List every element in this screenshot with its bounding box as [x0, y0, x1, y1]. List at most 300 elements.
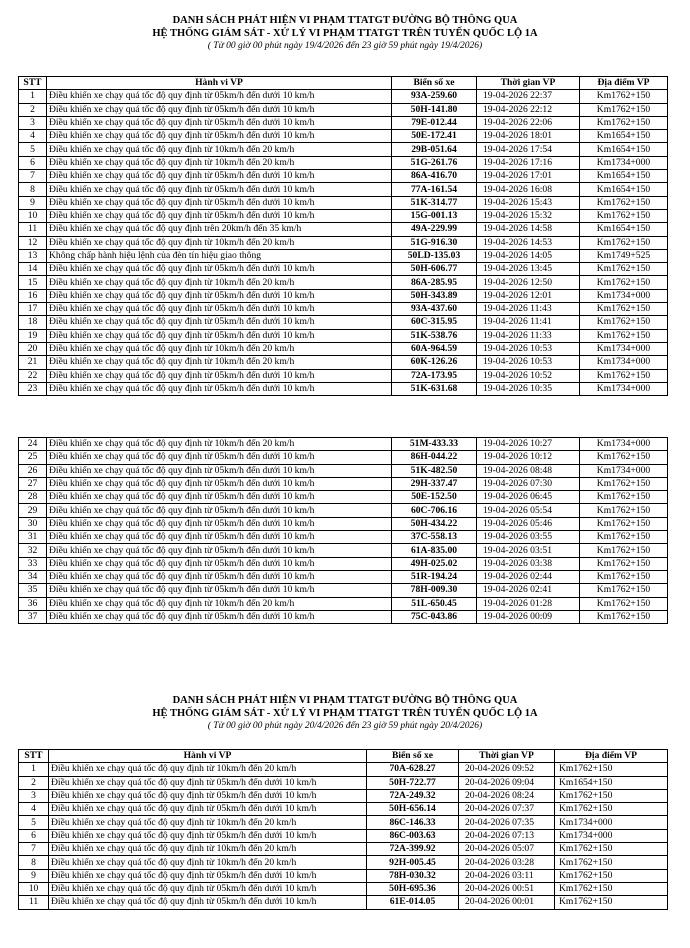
- stt-cell: 21: [19, 356, 47, 369]
- stt-cell: 16: [19, 289, 47, 302]
- plate-cell: 50E-172.41: [392, 130, 477, 143]
- stt-cell: 19: [19, 329, 47, 342]
- location-cell: Km1749+525: [580, 249, 668, 262]
- table-row: [19, 869, 668, 882]
- time-cell: 19-04-2026 03:51: [477, 544, 580, 557]
- time-cell: 19-04-2026 10:52: [477, 369, 580, 382]
- time-cell: 20-04-2026 05:07: [459, 843, 555, 856]
- section2-subtitle: ( Từ 00 giờ 00 phút ngày 20/4/2026 đến 23 giờ 59 phút ngày 20/4/2026): [207, 721, 483, 731]
- violation-cell: Điều khiển xe chạy quá tốc độ quy định từ 10km/h đến 20 km/h: [49, 763, 367, 776]
- location-cell: Km1762+150: [580, 597, 668, 610]
- plate-cell: 72A-173.95: [392, 369, 477, 382]
- violation-cell: Điều khiển xe chạy quá tốc độ quy định từ 05km/h đến dưới 10 km/h: [47, 610, 392, 623]
- time-cell: 19-04-2026 22:12: [477, 103, 580, 116]
- violation-cell: Điều khiển xe chạy quá tốc độ quy định từ 05km/h đến dưới 10 km/h: [47, 570, 392, 583]
- stt-cell: 2: [19, 103, 47, 116]
- stt-cell: 35: [19, 584, 47, 597]
- plate-cell: 50H-434.22: [392, 517, 477, 530]
- time-cell: 20-04-2026 07:35: [459, 816, 555, 829]
- stt-cell: 32: [19, 544, 47, 557]
- table-row: [19, 103, 668, 116]
- table-row: [19, 531, 668, 544]
- plate-cell: 51L-650.45: [392, 597, 477, 610]
- stt-cell: 31: [19, 531, 47, 544]
- violation-cell: Điều khiển xe chạy quá tốc độ quy định từ 05km/h đến dưới 10 km/h: [47, 477, 392, 490]
- violation-cell: Điều khiển xe chạy quá tốc độ quy định từ 05km/h đến dưới 10 km/h: [49, 776, 367, 789]
- table-row: [19, 356, 668, 369]
- stt-cell: 1: [19, 763, 49, 776]
- time-cell: 19-04-2026 17:16: [477, 156, 580, 169]
- plate-cell: 86C-003.63: [367, 829, 459, 842]
- table-row: [19, 289, 668, 302]
- plate-cell: 51K-538.76: [392, 329, 477, 342]
- table-row: [19, 451, 668, 464]
- plate-cell: 86A-285.95: [392, 276, 477, 289]
- stt-cell: 8: [19, 183, 47, 196]
- location-cell: Km1762+150: [555, 789, 668, 802]
- time-cell: 20-04-2026 00:51: [459, 882, 555, 895]
- column-header: Thời gian VP: [477, 77, 580, 90]
- table-row: [19, 843, 668, 856]
- table-row: [19, 236, 668, 249]
- time-cell: 19-04-2026 11:43: [477, 303, 580, 316]
- location-cell: Km1762+150: [555, 896, 668, 909]
- stt-cell: 5: [19, 816, 49, 829]
- table-row: [19, 130, 668, 143]
- plate-cell: 50H-656.14: [367, 803, 459, 816]
- time-cell: 20-04-2026 07:37: [459, 803, 555, 816]
- violation-cell: Điều khiển xe chạy quá tốc độ quy định từ 05km/h đến dưới 10 km/h: [49, 869, 367, 882]
- plate-cell: 92H-005.45: [367, 856, 459, 869]
- violation-cell: Điều khiển xe chạy quá tốc độ quy định từ 10km/h đến 20 km/h: [47, 276, 392, 289]
- location-cell: Km1654+150: [580, 143, 668, 156]
- plate-cell: 29H-337.47: [392, 477, 477, 490]
- table-row: [19, 856, 668, 869]
- violation-cell: Điều khiển xe chạy quá tốc độ quy định từ 05km/h đến dưới 10 km/h: [49, 789, 367, 802]
- plate-cell: 72A-399.92: [367, 843, 459, 856]
- time-cell: 19-04-2026 14:53: [477, 236, 580, 249]
- time-cell: 19-04-2026 17:54: [477, 143, 580, 156]
- table-row: [19, 491, 668, 504]
- table-row: [19, 610, 668, 623]
- table-row: [19, 570, 668, 583]
- table-row: [19, 116, 668, 129]
- stt-cell: 9: [19, 196, 47, 209]
- location-cell: Km1762+150: [580, 477, 668, 490]
- violation-cell: Điều khiển xe chạy quá tốc độ quy định từ 05km/h đến dưới 10 km/h: [49, 882, 367, 895]
- violation-cell: Điều khiển xe chạy quá tốc độ quy định từ 05km/h đến dưới 10 km/h: [47, 544, 392, 557]
- violation-cell: Điều khiển xe chạy quá tốc độ quy định từ 05km/h đến dưới 10 km/h: [47, 451, 392, 464]
- location-cell: Km1762+150: [555, 882, 668, 895]
- table-row: [19, 342, 668, 355]
- location-cell: Km1762+150: [555, 843, 668, 856]
- table-row: [19, 816, 668, 829]
- violation-cell: Điều khiển xe chạy quá tốc độ quy định từ 10km/h đến 20 km/h: [49, 843, 367, 856]
- location-cell: Km1734+000: [580, 289, 668, 302]
- plate-cell: 49A-229.99: [392, 223, 477, 236]
- plate-cell: 75C-043.86: [392, 610, 477, 623]
- plate-cell: 60K-126.26: [392, 356, 477, 369]
- plate-cell: 50LD-135.03: [392, 249, 477, 262]
- plate-cell: 50H-722.77: [367, 776, 459, 789]
- plate-cell: 51M-433.33: [392, 438, 477, 451]
- stt-cell: 20: [19, 342, 47, 355]
- time-cell: 19-04-2026 10:27: [477, 438, 580, 451]
- plate-cell: 60C-315.95: [392, 316, 477, 329]
- stt-cell: 2: [19, 776, 49, 789]
- time-cell: 19-04-2026 12:50: [477, 276, 580, 289]
- stt-cell: 5: [19, 143, 47, 156]
- plate-cell: 51K-631.68: [392, 382, 477, 395]
- time-cell: 19-04-2026 10:53: [477, 356, 580, 369]
- stt-cell: 28: [19, 491, 47, 504]
- table-row: [19, 223, 668, 236]
- violation-cell: Điều khiển xe chạy quá tốc độ quy định từ 05km/h đến dưới 10 km/h: [47, 130, 392, 143]
- plate-cell: 37C-558.13: [392, 531, 477, 544]
- location-cell: Km1734+000: [580, 156, 668, 169]
- stt-cell: 25: [19, 451, 47, 464]
- location-cell: Km1762+150: [580, 196, 668, 209]
- location-cell: Km1762+150: [580, 491, 668, 504]
- location-cell: Km1734+000: [555, 829, 668, 842]
- table-row: [19, 803, 668, 816]
- section2-header: [0, 694, 690, 732]
- stt-cell: 7: [19, 843, 49, 856]
- plate-cell: 51K-482.50: [392, 464, 477, 477]
- time-cell: 19-04-2026 13:45: [477, 263, 580, 276]
- stt-cell: 22: [19, 369, 47, 382]
- violation-cell: Điều khiển xe chạy quá tốc độ quy định từ 10km/h đến 20 km/h: [47, 156, 392, 169]
- violation-cell: Điều khiển xe chạy quá tốc độ quy định từ 05km/h đến dưới 10 km/h: [47, 369, 392, 382]
- plate-cell: 72A-249.32: [367, 789, 459, 802]
- stt-cell: 10: [19, 209, 47, 222]
- plate-cell: 93A-437.60: [392, 303, 477, 316]
- stt-cell: 13: [19, 249, 47, 262]
- section1-header: [0, 14, 690, 52]
- location-cell: Km1762+150: [580, 263, 668, 276]
- stt-cell: 29: [19, 504, 47, 517]
- table-row: [19, 477, 668, 490]
- stt-cell: 3: [19, 789, 49, 802]
- location-cell: Km1654+150: [580, 183, 668, 196]
- location-cell: Km1762+150: [580, 276, 668, 289]
- time-cell: 19-04-2026 08:48: [477, 464, 580, 477]
- table-row: [19, 143, 668, 156]
- stt-cell: 1: [19, 90, 47, 103]
- stt-cell: 10: [19, 882, 49, 895]
- table-row: [19, 882, 668, 895]
- section1-title-line1: DANH SÁCH PHÁT HIỆN VI PHẠM TTATGT ĐƯỜNG BỘ THÔNG QUA: [172, 15, 518, 26]
- stt-cell: 24: [19, 438, 47, 451]
- table-row: [19, 829, 668, 842]
- location-cell: Km1762+150: [580, 316, 668, 329]
- table-row: [19, 557, 668, 570]
- stt-cell: 34: [19, 570, 47, 583]
- time-cell: 19-04-2026 18:01: [477, 130, 580, 143]
- time-cell: 19-04-2026 10:12: [477, 451, 580, 464]
- time-cell: 19-04-2026 05:46: [477, 517, 580, 530]
- table-row: [19, 209, 668, 222]
- plate-cell: 51R-194.24: [392, 570, 477, 583]
- plate-cell: 70A-628.27: [367, 763, 459, 776]
- table-row: [19, 597, 668, 610]
- plate-cell: 50H-141.80: [392, 103, 477, 116]
- plate-cell: 78H-030.32: [367, 869, 459, 882]
- location-cell: Km1734+000: [580, 382, 668, 395]
- location-cell: Km1762+150: [555, 869, 668, 882]
- location-cell: Km1734+000: [580, 356, 668, 369]
- location-cell: Km1762+150: [580, 116, 668, 129]
- plate-cell: 50H-695.36: [367, 882, 459, 895]
- table-row: [19, 276, 668, 289]
- violation-cell: Điều khiển xe chạy quá tốc độ quy định từ 10km/h đến 20 km/h: [47, 342, 392, 355]
- stt-cell: 6: [19, 829, 49, 842]
- plate-cell: 50H-343.89: [392, 289, 477, 302]
- time-cell: 19-04-2026 00:09: [477, 610, 580, 623]
- plate-cell: 50E-152.50: [392, 491, 477, 504]
- time-cell: 19-04-2026 22:06: [477, 116, 580, 129]
- time-cell: 19-04-2026 15:43: [477, 196, 580, 209]
- location-cell: Km1762+150: [555, 763, 668, 776]
- table-row: [19, 316, 668, 329]
- violation-cell: Điều khiển xe chạy quá tốc độ quy định từ 05km/h đến dưới 10 km/h: [47, 303, 392, 316]
- time-cell: 20-04-2026 00:01: [459, 896, 555, 909]
- time-cell: 19-04-2026 15:32: [477, 209, 580, 222]
- time-cell: 19-04-2026 22:37: [477, 90, 580, 103]
- location-cell: Km1762+150: [580, 103, 668, 116]
- plate-cell: 61E-014.05: [367, 896, 459, 909]
- column-header: Biển số xe: [367, 750, 459, 763]
- stt-cell: 11: [19, 223, 47, 236]
- plate-cell: 49H-025.02: [392, 557, 477, 570]
- location-cell: Km1654+150: [580, 130, 668, 143]
- location-cell: Km1762+150: [580, 90, 668, 103]
- time-cell: 20-04-2026 03:28: [459, 856, 555, 869]
- column-header: STT: [19, 77, 47, 90]
- plate-cell: 51K-314.77: [392, 196, 477, 209]
- violation-cell: Điều khiển xe chạy quá tốc độ quy định từ 05km/h đến dưới 10 km/h: [47, 504, 392, 517]
- stt-cell: 14: [19, 263, 47, 276]
- time-cell: 19-04-2026 01:28: [477, 597, 580, 610]
- plate-cell: 51G-261.76: [392, 156, 477, 169]
- column-header: Biển số xe: [392, 77, 477, 90]
- time-cell: 19-04-2026 12:01: [477, 289, 580, 302]
- violation-cell: Điều khiển xe chạy quá tốc độ quy định từ 05km/h đến dưới 10 km/h: [47, 183, 392, 196]
- stt-cell: 18: [19, 316, 47, 329]
- violation-cell: Điều khiển xe chạy quá tốc độ quy định từ 10km/h đến 20 km/h: [47, 597, 392, 610]
- table-header-row: [19, 77, 668, 90]
- location-cell: Km1762+150: [580, 329, 668, 342]
- section1-table-continued: [18, 437, 668, 624]
- location-cell: Km1762+150: [580, 531, 668, 544]
- plate-cell: 79E-012.44: [392, 116, 477, 129]
- violation-cell: Điều khiển xe chạy quá tốc độ quy định từ 05km/h đến dưới 10 km/h: [47, 531, 392, 544]
- table-row: [19, 196, 668, 209]
- location-cell: Km1762+150: [580, 570, 668, 583]
- table-row: [19, 303, 668, 316]
- violation-cell: Điều khiển xe chạy quá tốc độ quy định từ 05km/h đến dưới 10 km/h: [47, 116, 392, 129]
- table-row: [19, 896, 668, 909]
- stt-cell: 9: [19, 869, 49, 882]
- section1-subtitle: ( Từ 00 giờ 00 phút ngày 19/4/2026 đến 23 giờ 59 phút ngày 19/4/2026): [207, 41, 483, 51]
- location-cell: Km1762+150: [580, 504, 668, 517]
- stt-cell: 11: [19, 896, 49, 909]
- time-cell: 19-04-2026 06:45: [477, 491, 580, 504]
- time-cell: 20-04-2026 03:11: [459, 869, 555, 882]
- plate-cell: 78H-009.30: [392, 584, 477, 597]
- violation-cell: Điều khiển xe chạy quá tốc độ quy định từ 10km/h đến 20 km/h: [47, 143, 392, 156]
- table-row: [19, 789, 668, 802]
- column-header: Hành vi VP: [47, 77, 392, 90]
- plate-cell: 15G-001.13: [392, 209, 477, 222]
- violation-cell: Điều khiển xe chạy quá tốc độ quy định từ 05km/h đến dưới 10 km/h: [47, 263, 392, 276]
- location-cell: Km1734+000: [555, 816, 668, 829]
- time-cell: 20-04-2026 08:24: [459, 789, 555, 802]
- stt-cell: 15: [19, 276, 47, 289]
- table-row: [19, 464, 668, 477]
- table-row: [19, 369, 668, 382]
- time-cell: 19-04-2026 16:08: [477, 183, 580, 196]
- stt-cell: 23: [19, 382, 47, 395]
- location-cell: Km1762+150: [580, 303, 668, 316]
- violation-cell: Điều khiển xe chạy quá tốc độ quy định từ 05km/h đến dưới 10 km/h: [47, 316, 392, 329]
- table-row: [19, 263, 668, 276]
- location-cell: Km1762+150: [555, 803, 668, 816]
- violation-cell: Điều khiển xe chạy quá tốc độ quy định từ 05km/h đến dưới 10 km/h: [47, 170, 392, 183]
- location-cell: Km1762+150: [580, 369, 668, 382]
- violation-cell: Điều khiển xe chạy quá tốc độ quy định từ 05km/h đến dưới 10 km/h: [47, 90, 392, 103]
- time-cell: 19-04-2026 03:55: [477, 531, 580, 544]
- time-cell: 20-04-2026 09:04: [459, 776, 555, 789]
- time-cell: 19-04-2026 02:44: [477, 570, 580, 583]
- column-header: Địa điểm VP: [555, 750, 668, 763]
- column-header: Thời gian VP: [459, 750, 555, 763]
- column-header: Hành vi VP: [49, 750, 367, 763]
- table-row: [19, 544, 668, 557]
- violation-cell: Không chấp hành hiệu lệnh của đèn tín hiệu giao thông: [47, 249, 392, 262]
- time-cell: 19-04-2026 14:58: [477, 223, 580, 236]
- table-row: [19, 329, 668, 342]
- location-cell: Km1654+150: [580, 223, 668, 236]
- plate-cell: 51G-916.30: [392, 236, 477, 249]
- table-row: [19, 249, 668, 262]
- stt-cell: 37: [19, 610, 47, 623]
- table-row: [19, 170, 668, 183]
- violation-cell: Điều khiển xe chạy quá tốc độ quy định từ 05km/h đến dưới 10 km/h: [49, 896, 367, 909]
- time-cell: 19-04-2026 14:05: [477, 249, 580, 262]
- time-cell: 19-04-2026 11:33: [477, 329, 580, 342]
- violation-cell: Điều khiển xe chạy quá tốc độ quy định từ 05km/h đến dưới 10 km/h: [49, 803, 367, 816]
- stt-cell: 33: [19, 557, 47, 570]
- location-cell: Km1762+150: [580, 544, 668, 557]
- time-cell: 19-04-2026 17:01: [477, 170, 580, 183]
- time-cell: 19-04-2026 11:41: [477, 316, 580, 329]
- location-cell: Km1762+150: [580, 209, 668, 222]
- violation-cell: Điều khiển xe chạy quá tốc độ quy định từ 10km/h đến 20 km/h: [47, 236, 392, 249]
- time-cell: 19-04-2026 10:53: [477, 342, 580, 355]
- location-cell: Km1734+000: [580, 464, 668, 477]
- column-header: STT: [19, 750, 49, 763]
- location-cell: Km1762+150: [555, 856, 668, 869]
- table-row: [19, 438, 668, 451]
- section2-title-line2: HỆ THỐNG GIÁM SÁT - XỬ LÝ VI PHẠM TTATGT TRÊN TUYẾN QUỐC LỘ 1A: [152, 708, 538, 719]
- violation-cell: Điều khiển xe chạy quá tốc độ quy định trên 20km/h đến 35 km/h: [47, 223, 392, 236]
- violation-cell: Điều khiển xe chạy quá tốc độ quy định từ 10km/h đến 20 km/h: [49, 856, 367, 869]
- plate-cell: 60C-706.16: [392, 504, 477, 517]
- stt-cell: 8: [19, 856, 49, 869]
- violation-cell: Điều khiển xe chạy quá tốc độ quy định từ 10km/h đến 20 km/h: [49, 816, 367, 829]
- stt-cell: 4: [19, 803, 49, 816]
- location-cell: Km1762+150: [580, 584, 668, 597]
- time-cell: 19-04-2026 10:35: [477, 382, 580, 395]
- stt-cell: 36: [19, 597, 47, 610]
- stt-cell: 30: [19, 517, 47, 530]
- plate-cell: 86C-146.33: [367, 816, 459, 829]
- time-cell: 19-04-2026 07:30: [477, 477, 580, 490]
- time-cell: 20-04-2026 09:52: [459, 763, 555, 776]
- plate-cell: 93A-259.60: [392, 90, 477, 103]
- table-row: [19, 517, 668, 530]
- plate-cell: 86H-044.22: [392, 451, 477, 464]
- plate-cell: 29B-051.64: [392, 143, 477, 156]
- table-row: [19, 504, 668, 517]
- stt-cell: 17: [19, 303, 47, 316]
- violation-cell: Điều khiển xe chạy quá tốc độ quy định từ 05km/h đến dưới 10 km/h: [47, 196, 392, 209]
- time-cell: 19-04-2026 03:38: [477, 557, 580, 570]
- time-cell: 19-04-2026 02:41: [477, 584, 580, 597]
- violation-cell: Điều khiển xe chạy quá tốc độ quy định từ 05km/h đến dưới 10 km/h: [47, 103, 392, 116]
- table-row: [19, 382, 668, 395]
- table-header-row: [19, 750, 668, 763]
- violation-cell: Điều khiển xe chạy quá tốc độ quy định từ 05km/h đến dưới 10 km/h: [47, 289, 392, 302]
- violation-cell: Điều khiển xe chạy quá tốc độ quy định từ 10km/h đến 20 km/h: [47, 356, 392, 369]
- violation-cell: Điều khiển xe chạy quá tốc độ quy định từ 05km/h đến dưới 10 km/h: [49, 829, 367, 842]
- table-row: [19, 763, 668, 776]
- table-row: [19, 776, 668, 789]
- section2-title-line1: DANH SÁCH PHÁT HIỆN VI PHẠM TTATGT ĐƯỜNG BỘ THÔNG QUA: [172, 695, 518, 706]
- stt-cell: 26: [19, 464, 47, 477]
- location-cell: Km1762+150: [580, 236, 668, 249]
- violation-cell: Điều khiển xe chạy quá tốc độ quy định từ 05km/h đến dưới 10 km/h: [47, 491, 392, 504]
- violation-cell: Điều khiển xe chạy quá tốc độ quy định từ 05km/h đến dưới 10 km/h: [47, 464, 392, 477]
- location-cell: Km1654+150: [555, 776, 668, 789]
- plate-cell: 50H-606.77: [392, 263, 477, 276]
- location-cell: Km1762+150: [580, 610, 668, 623]
- section2-table: [18, 749, 668, 910]
- location-cell: Km1762+150: [580, 557, 668, 570]
- violation-cell: Điều khiển xe chạy quá tốc độ quy định từ 05km/h đến dưới 10 km/h: [47, 517, 392, 530]
- stt-cell: 12: [19, 236, 47, 249]
- violation-cell: Điều khiển xe chạy quá tốc độ quy định từ 05km/h đến dưới 10 km/h: [47, 584, 392, 597]
- location-cell: Km1762+150: [580, 451, 668, 464]
- stt-cell: 4: [19, 130, 47, 143]
- table-row: [19, 156, 668, 169]
- time-cell: 19-04-2026 05:54: [477, 504, 580, 517]
- location-cell: Km1734+000: [580, 438, 668, 451]
- stt-cell: 6: [19, 156, 47, 169]
- table-row: [19, 183, 668, 196]
- plate-cell: 86A-416.70: [392, 170, 477, 183]
- location-cell: Km1762+150: [580, 517, 668, 530]
- plate-cell: 77A-161.54: [392, 183, 477, 196]
- plate-cell: 61A-835.00: [392, 544, 477, 557]
- column-header: Địa điểm VP: [580, 77, 668, 90]
- location-cell: Km1734+000: [580, 342, 668, 355]
- location-cell: Km1654+150: [580, 170, 668, 183]
- table-row: [19, 584, 668, 597]
- section1-title-line2: HỆ THỐNG GIÁM SÁT - XỬ LÝ VI PHẠM TTATGT TRÊN TUYẾN QUỐC LỘ 1A: [152, 28, 538, 39]
- violation-cell: Điều khiển xe chạy quá tốc độ quy định từ 05km/h đến dưới 10 km/h: [47, 382, 392, 395]
